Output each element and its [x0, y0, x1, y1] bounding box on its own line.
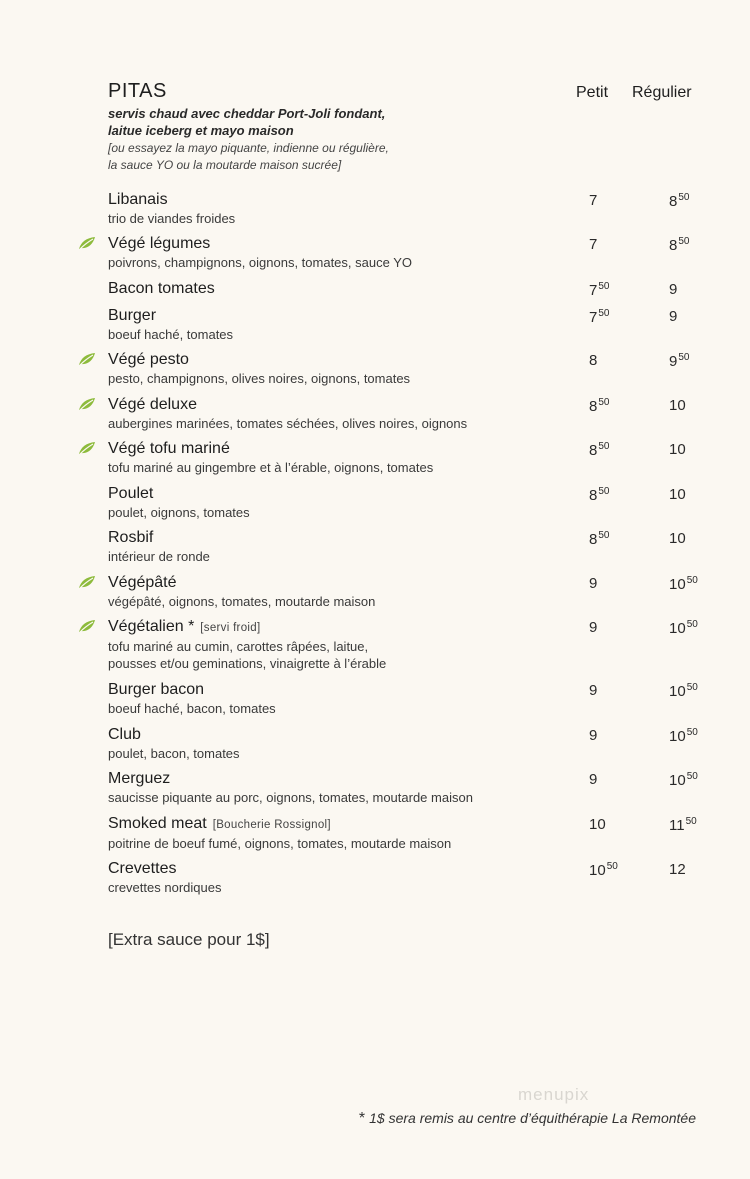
menu-item-name — [108, 306, 718, 326]
price-petit-dollars: 9 — [589, 771, 598, 788]
menu-item — [108, 190, 718, 227]
menu-item — [108, 573, 718, 610]
menu-item-name — [108, 234, 718, 254]
menu-item-name — [108, 859, 718, 879]
vegetarian-leaf-icon — [78, 397, 96, 411]
menu-item-title: Végé tofu mariné — [108, 440, 230, 457]
price-petit — [589, 816, 606, 833]
price-regulier-dollars: 8 — [669, 237, 678, 254]
price-regulier-cents: 50 — [686, 619, 698, 630]
menu-item — [108, 680, 718, 717]
price-petit — [589, 530, 609, 548]
menu-item-title: Poulet — [108, 485, 154, 502]
menu-item-description: végépâté, oignons, tomates, moutarde maison — [108, 594, 376, 609]
menu-item — [108, 814, 718, 852]
menu-item-description: tofu mariné au gingembre et à l’érable, oignons, tomates — [108, 460, 434, 475]
price-petit-cents: 50 — [598, 530, 610, 541]
price-regulier — [669, 575, 698, 593]
vegetarian-leaf-icon — [78, 619, 96, 633]
price-regulier — [669, 486, 686, 503]
menu-item — [108, 859, 718, 896]
price-regulier — [669, 530, 686, 547]
menu-item-name — [108, 769, 718, 789]
menu-item-name — [108, 617, 718, 638]
footnote — [359, 1110, 696, 1128]
menu-item — [108, 617, 718, 672]
menu-item-title: Libanais — [108, 191, 168, 208]
price-petit — [589, 771, 597, 788]
price-regulier-dollars: 8 — [669, 193, 678, 210]
price-petit-dollars: 8 — [589, 531, 598, 548]
section-subtitle-2: laitue iceberg et mayo maison — [108, 123, 294, 138]
price-petit — [589, 575, 597, 592]
price-regulier — [669, 352, 689, 370]
price-petit-cents: 50 — [598, 397, 610, 408]
price-regulier-cents: 50 — [678, 236, 690, 247]
price-regulier-cents: 50 — [686, 771, 698, 782]
price-petit — [589, 441, 609, 459]
price-regulier — [669, 236, 689, 254]
menu-item-title: Merguez — [108, 770, 171, 787]
price-petit-dollars: 9 — [589, 619, 598, 636]
menu-item-description: boeuf haché, tomates — [108, 327, 234, 342]
price-petit-dollars: 9 — [589, 727, 598, 744]
section-note-1: [ou essayez la mayo piquante, indienne ou régulière, — [108, 141, 389, 155]
price-petit-dollars: 10 — [589, 862, 606, 879]
price-petit-dollars: 8 — [589, 442, 598, 459]
price-petit-dollars: 7 — [589, 309, 598, 326]
menu-item-description: crevettes nordiques — [108, 880, 222, 895]
price-regulier-dollars: 9 — [669, 353, 678, 370]
price-regulier-dollars: 10 — [669, 486, 686, 503]
menu-item-name — [108, 484, 718, 504]
menu-item-title: Smoked meat — [108, 815, 207, 832]
price-petit — [589, 727, 597, 744]
price-regulier — [669, 861, 686, 878]
menu-item-description: poulet, bacon, tomates — [108, 746, 240, 761]
price-petit-cents: 50 — [598, 308, 610, 319]
extra-sauce-note: [Extra sauce pour 1$] — [108, 930, 270, 949]
price-regulier-dollars: 10 — [669, 441, 686, 458]
price-petit — [589, 682, 597, 699]
price-regulier-cents: 50 — [686, 682, 698, 693]
menu-item-title: Crevettes — [108, 860, 177, 877]
price-petit-dollars: 9 — [589, 682, 598, 699]
menu-item-description: intérieur de ronde — [108, 549, 210, 564]
price-regulier-dollars: 10 — [669, 728, 686, 745]
price-petit-dollars: 9 — [589, 575, 598, 592]
price-regulier — [669, 397, 686, 414]
menu-item — [108, 395, 718, 432]
menu-item-note: [servi froid] — [200, 622, 261, 634]
price-regulier-dollars: 10 — [669, 683, 686, 700]
price-regulier-dollars: 9 — [669, 308, 678, 325]
price-petit — [589, 236, 597, 253]
price-regulier-dollars: 10 — [669, 530, 686, 547]
menu-item-name — [108, 350, 718, 370]
section-header — [108, 80, 708, 174]
column-header-regulier: Régulier — [632, 84, 692, 101]
menu-item-description: poivrons, champignons, oignons, tomates, sauce YO — [108, 255, 412, 270]
menu-item-title: Club — [108, 726, 141, 743]
menu-item-title: Bacon tomates — [108, 280, 215, 297]
price-petit — [589, 486, 609, 504]
vegetarian-leaf-icon — [78, 575, 96, 589]
price-petit — [589, 861, 618, 879]
price-regulier-dollars: 11 — [669, 817, 685, 834]
menu-item — [108, 439, 718, 476]
price-regulier-cents: 50 — [678, 192, 690, 203]
menu-item — [108, 769, 718, 806]
price-regulier — [669, 281, 677, 298]
menu-item — [108, 234, 718, 271]
price-petit-cents: 50 — [598, 281, 610, 292]
menu-item-title: Burger — [108, 307, 157, 324]
menu-item-name — [108, 573, 718, 593]
price-petit — [589, 308, 609, 326]
price-petit — [589, 619, 597, 636]
price-regulier-dollars: 10 — [669, 772, 686, 789]
menu-item-title: Végépâté — [108, 574, 177, 591]
price-petit-dollars: 8 — [589, 398, 598, 415]
menu-item-title: Végé légumes — [108, 235, 211, 252]
price-regulier-dollars: 12 — [669, 861, 686, 878]
menu-item-title: Burger bacon — [108, 681, 205, 698]
menu-item — [108, 725, 718, 762]
menu-item-name — [108, 680, 718, 700]
price-regulier — [669, 682, 698, 700]
menu-item-description: aubergines marinées, tomates séchées, olives noires, oignons — [108, 416, 468, 431]
price-petit-cents: 50 — [598, 486, 610, 497]
menu-item-description: poitrine de boeuf fumé, oignons, tomates, moutarde maison — [108, 836, 452, 851]
price-petit-dollars: 7 — [589, 236, 598, 253]
menu-item-name — [108, 190, 718, 210]
price-regulier-cents: 50 — [686, 727, 698, 738]
menu-item-name — [108, 439, 718, 459]
menu-item-name — [108, 395, 718, 415]
price-petit-dollars: 7 — [589, 282, 598, 299]
menu-item-title: Rosbif — [108, 529, 154, 546]
price-regulier — [669, 441, 686, 458]
vegetarian-leaf-icon — [78, 441, 96, 455]
price-regulier — [669, 192, 689, 210]
price-petit-cents: 50 — [606, 861, 618, 872]
price-petit-dollars: 8 — [589, 487, 598, 504]
menu-item — [108, 306, 718, 343]
price-regulier-cents: 50 — [678, 352, 690, 363]
menu-item-note: [Boucherie Rossignol] — [212, 819, 331, 831]
price-petit-dollars: 7 — [589, 192, 598, 209]
footnote-text: 1$ sera remis au centre d’équithérapie La Remontée — [369, 1110, 696, 1126]
price-petit — [589, 192, 597, 209]
vegetarian-leaf-icon — [78, 352, 96, 366]
menu-item-description: tofu mariné au cumin, carottes râpées, laitue, — [108, 639, 369, 654]
price-regulier — [669, 727, 698, 745]
price-regulier — [669, 771, 698, 789]
menu-item-description: poulet, oignons, tomates — [108, 505, 250, 520]
price-regulier-cents: 50 — [685, 816, 697, 827]
menu-item-name — [108, 528, 718, 548]
price-petit-cents: 50 — [598, 441, 610, 452]
menu-item — [108, 484, 718, 521]
menu-item-description: pousses et/ou geminations, vinaigrette à l’érable — [108, 656, 387, 671]
menu-item — [108, 279, 718, 299]
price-petit-dollars: 8 — [589, 352, 598, 369]
vegetarian-leaf-icon — [78, 236, 96, 250]
menu-item — [108, 350, 718, 387]
watermark-logo: menupix — [518, 1085, 590, 1104]
menu-item-name — [108, 725, 718, 745]
menu-item-title: Végétalien * — [108, 618, 195, 635]
price-regulier — [669, 619, 698, 637]
column-header-petit: Petit — [576, 84, 609, 101]
menu-item-description: trio de viandes froides — [108, 211, 236, 226]
price-regulier-dollars: 9 — [669, 281, 678, 298]
menu-item-description: pesto, champignons, olives noires, oignons, tomates — [108, 371, 411, 386]
price-regulier-dollars: 10 — [669, 576, 686, 593]
price-petit — [589, 397, 609, 415]
price-regulier — [669, 816, 697, 834]
menu-item-name — [108, 279, 718, 299]
section-note-2: la sauce YO ou la moutarde maison sucrée] — [108, 158, 342, 172]
menu-item-title: Végé deluxe — [108, 396, 197, 413]
menu-item — [108, 528, 718, 565]
price-petit-dollars: 10 — [589, 816, 606, 833]
price-petit — [589, 352, 597, 369]
price-regulier-cents: 50 — [686, 575, 698, 586]
menu-item-title: Végé pesto — [108, 351, 189, 368]
price-regulier-dollars: 10 — [669, 397, 686, 414]
price-regulier-dollars: 10 — [669, 620, 686, 637]
footnote-star: * — [358, 1110, 366, 1127]
menu-item-description: saucisse piquante au porc, oignons, tomates, moutarde maison — [108, 790, 473, 805]
section-title: PITAS — [108, 80, 167, 102]
price-regulier — [669, 308, 677, 325]
price-petit — [589, 281, 609, 299]
menu-item-description: boeuf haché, bacon, tomates — [108, 701, 276, 716]
section-subtitle-1: servis chaud avec cheddar Port-Joli fondant, — [108, 106, 386, 121]
menu-item-name — [108, 814, 718, 835]
